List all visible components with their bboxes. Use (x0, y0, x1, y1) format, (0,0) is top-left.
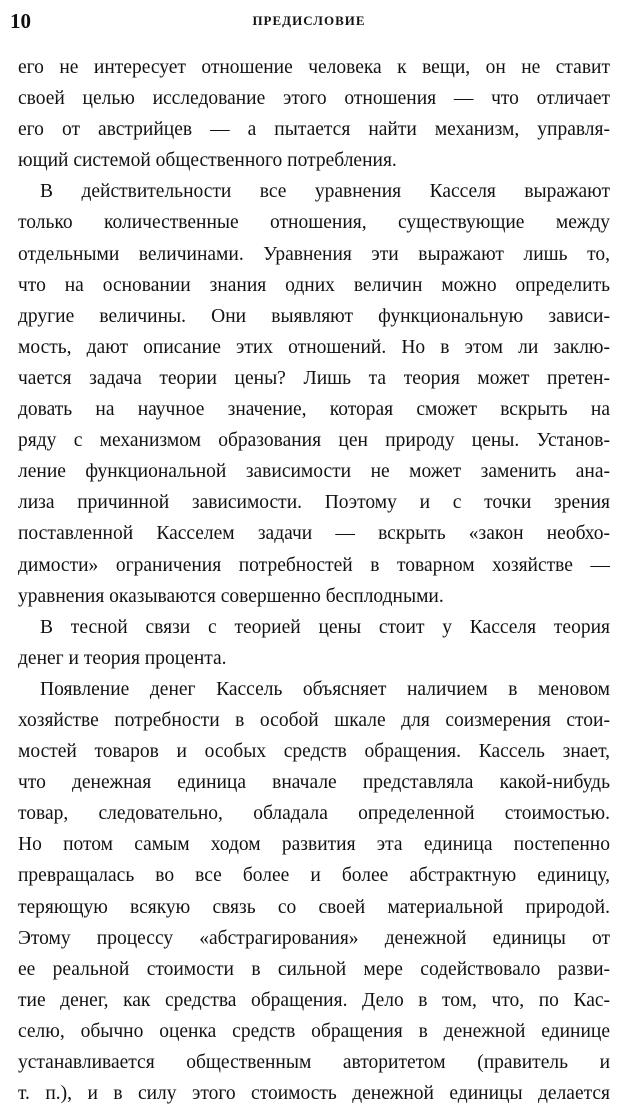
text-line: товар, следовательно, обладала определенной стоимостью. (18, 803, 610, 825)
text-line: чается задача теории цены? Лишь та теория может претен- (18, 367, 610, 389)
text-line: В тесной связи с теорией цены стоит у Касселя теория (40, 616, 610, 638)
text-line: В действительности все уравнения Касселя выражают (40, 181, 610, 203)
text-line: превращалась во все более и более абстрактную единицу, (18, 865, 610, 887)
text-line: Но потом самым ходом развития эта единица постепенно (18, 834, 610, 856)
text-line: ее реальной стоимости в сильной мере содействовало разви- (18, 958, 610, 980)
text-line: поставленной Касселем задачи — вскрыть «закон необхо- (18, 523, 610, 545)
text-line: ряду с механизмом образования цен природу цены. Установ- (18, 430, 610, 452)
text-line: устанавливается общественным авторитетом (правитель и (18, 1052, 610, 1073)
text-line: уравнения оказываются совершенно бесплодными. (18, 585, 444, 607)
text-line: т. п.), и в силу этого стоимость денежной единицы делается (18, 1083, 610, 1105)
text-line: ление функциональной зависимости не может заменить ана- (18, 461, 610, 483)
page-header (10, 6, 608, 36)
body-text (18, 52, 610, 1109)
text-line: Появление денег Кассель объясняет наличием в меновом (40, 678, 610, 700)
text-line: ющий системой общественного потребления. (18, 150, 397, 172)
text-line: что денежная единица вначале представляла какой-нибудь (18, 772, 610, 794)
text-line: довать на научное значение, которая сможет вскрыть на (18, 399, 610, 421)
text-line: отдельными величинами. Уравнения эти выражают лишь то, (18, 243, 610, 265)
running-title: ПРЕДИСЛОВИЕ (252, 13, 366, 28)
text-line: своей целью исследование этого отношения — что отличает (18, 88, 610, 110)
page-number: 10 (10, 9, 31, 33)
text-line: его не интересует отношение человека к вещи, он не ставит (18, 57, 610, 78)
text-line: тие денег, как средства обращения. Дело в том, что, по Кас- (18, 989, 610, 1011)
text-line: его от австрийцев — а пытается найти механизм, управля- (18, 119, 610, 141)
text-line: мостей товаров и особых средств обращения. Кассель знает, (18, 741, 610, 763)
text-line: мость, дают описание этих отношений. Но в этом ли заклю- (18, 336, 610, 358)
text-line: теряющую всякую связь со своей материальной природой. (18, 896, 610, 918)
text-line: что на основании знания одних величин можно определить (18, 274, 610, 296)
text-line: только количественные отношения, существующие между (18, 212, 610, 234)
text-line: хозяйстве потребности в особой шкале для соизмерения стои- (18, 709, 610, 731)
text-line: димости» ограничения потребностей в товарном хозяйстве — (18, 554, 610, 576)
text-line: другие величины. Они выявляют функциональную зависи- (18, 305, 610, 327)
text-line: денег и теория процента. (18, 647, 227, 669)
text-line: Этому процессу «абстрагирования» денежной единицы от (18, 927, 610, 949)
text-line: селю, обычно оценка средств обращения в денежной единице (18, 1020, 610, 1042)
text-line: лиза причинной зависимости. Поэтому и с точки зрения (18, 492, 610, 514)
